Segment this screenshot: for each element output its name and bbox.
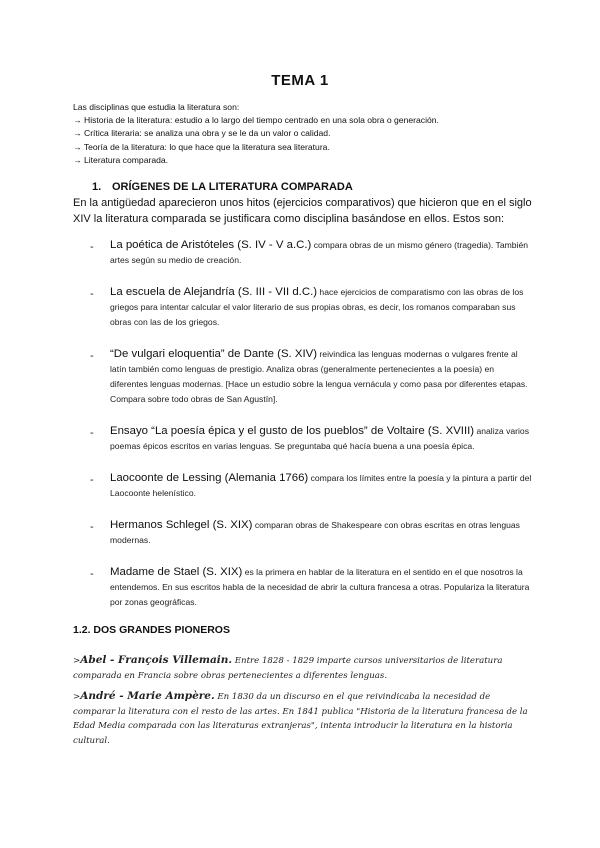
section-heading	[92, 181, 353, 193]
page-title: TEMA 1	[271, 72, 329, 89]
item-text: compara los límites entre la poesía y la pintura a partir del Laocoonte helenístico.	[110, 473, 532, 498]
list-item	[73, 565, 533, 610]
section-lead: En la antigüedad aparecieron unos hitos (ejercicios comparativos) que hicieron que en el siglo XIV la literatura comparada se justificara como disciplina basándose en ellos. Estos son:	[73, 197, 532, 225]
list-item	[73, 347, 533, 407]
item-text: comparan obras de Shakespeare con obras escritas en otras lenguas modernas.	[110, 520, 520, 545]
section-number: 1.	[92, 181, 102, 193]
list-dash: -	[90, 521, 94, 533]
item-heading: Ensayo “La poesía épica y el gusto de los pueblos” de Voltaire (S. XVIII)	[110, 425, 475, 437]
pioneer-name: André - Marie Ampère.	[80, 690, 215, 702]
item-text: analiza varios poemas épicos escritos en varias lenguas. Se preguntaba qué hacía buena a una poesía épica.	[110, 426, 530, 451]
list-dash: -	[90, 427, 94, 439]
section-title: ORÍGENES DE LA LITERATURA COMPARADA	[112, 181, 353, 193]
intro-item: → Crítica literaria: se analiza una obra y se le da un valor o calidad.	[73, 128, 331, 139]
intro-item: → Historia de la literatura: estudio a lo largo del tiempo centrado en una sola obra o generación.	[73, 115, 439, 126]
item-heading: “De vulgari eloquentia” de Dante (S. XIV)	[110, 348, 318, 360]
list-item	[73, 238, 533, 268]
list-item	[73, 285, 533, 330]
item-heading: La escuela de Alejandría (S. III - VII d.C.)	[110, 286, 318, 298]
item-text: reivindica las lenguas modernas o vulgares frente al latín también como lenguas de prestigio. Analiza obras (generalmente pertenecientes a la poesía) en diferentes lenguas modernas. [Hace un estudio sobre la lengua vernácula y como pasa por diferentes etapas. Compara sobre todo obras de San Agustín].	[110, 349, 528, 404]
milestone-list	[73, 238, 533, 627]
intro-item: → Literatura comparada.	[73, 154, 169, 165]
list-dash: -	[90, 241, 94, 253]
list-dash: -	[90, 288, 94, 300]
pioneer-paragraph	[73, 689, 535, 748]
list-item	[73, 471, 533, 501]
list-dash: -	[90, 350, 94, 362]
item-text: compara obras de un mismo género (tragedia). También artes según su medio de creación.	[110, 240, 529, 265]
list-item	[73, 424, 533, 454]
item-text: es la primera en hablar de la literatura en el sentido en el que nosotros la entendemos. En sus escritos habla de la necesidad de abrir la cultura francesa a otras. Populariza la literatura por zonas geográficas.	[110, 567, 530, 607]
paragraph-text: Entre 1828 - 1829 imparte cursos universitarios de literatura comparada en Francia sobre obras pertenecientes a diferentes lenguas.	[73, 656, 503, 681]
paragraph-prefix: >	[73, 692, 81, 702]
list-dash: -	[90, 568, 94, 580]
list-dash: -	[90, 474, 94, 486]
subsection-heading: 1.2. DOS GRANDES PIONEROS	[73, 624, 230, 636]
item-text: hace ejercicios de comparatismo con las obras de los griegos para intentar calcular el valor literario de sus propias obras, es decir, los romanos comparaban sus obras con las de los griegos.	[110, 287, 524, 327]
item-heading: Laocoonte de Lessing (Alemania 1766)	[110, 472, 309, 484]
intro-block	[73, 101, 533, 167]
intro-item: → Teoría de la literatura: lo que hace que la literatura sea literatura.	[73, 141, 330, 152]
paragraph-prefix: >	[73, 656, 81, 666]
paragraph-text: En 1830 da un discurso en el que reivindicaba la necesidad de comparar la literatura con el resto de las artes. En 1841 publica "Historia de la literatura francesa de la Edad Media comparada con las literaturas extranjeras", intenta introducir la literatura en la historia cultural.	[73, 692, 528, 746]
pioneer-name: Abel - François Villemain.	[80, 654, 233, 666]
item-heading: Madame de Stael (S. XIX)	[110, 566, 243, 578]
pioneer-paragraph	[73, 653, 535, 683]
list-item	[73, 518, 533, 548]
intro-heading: Las disciplinas que estudia la literatura son:	[73, 102, 240, 112]
item-heading: La poética de Aristóteles (S. IV - V a.C.)	[110, 239, 312, 251]
item-heading: Hermanos Schlegel (S. XIX)	[110, 519, 253, 531]
